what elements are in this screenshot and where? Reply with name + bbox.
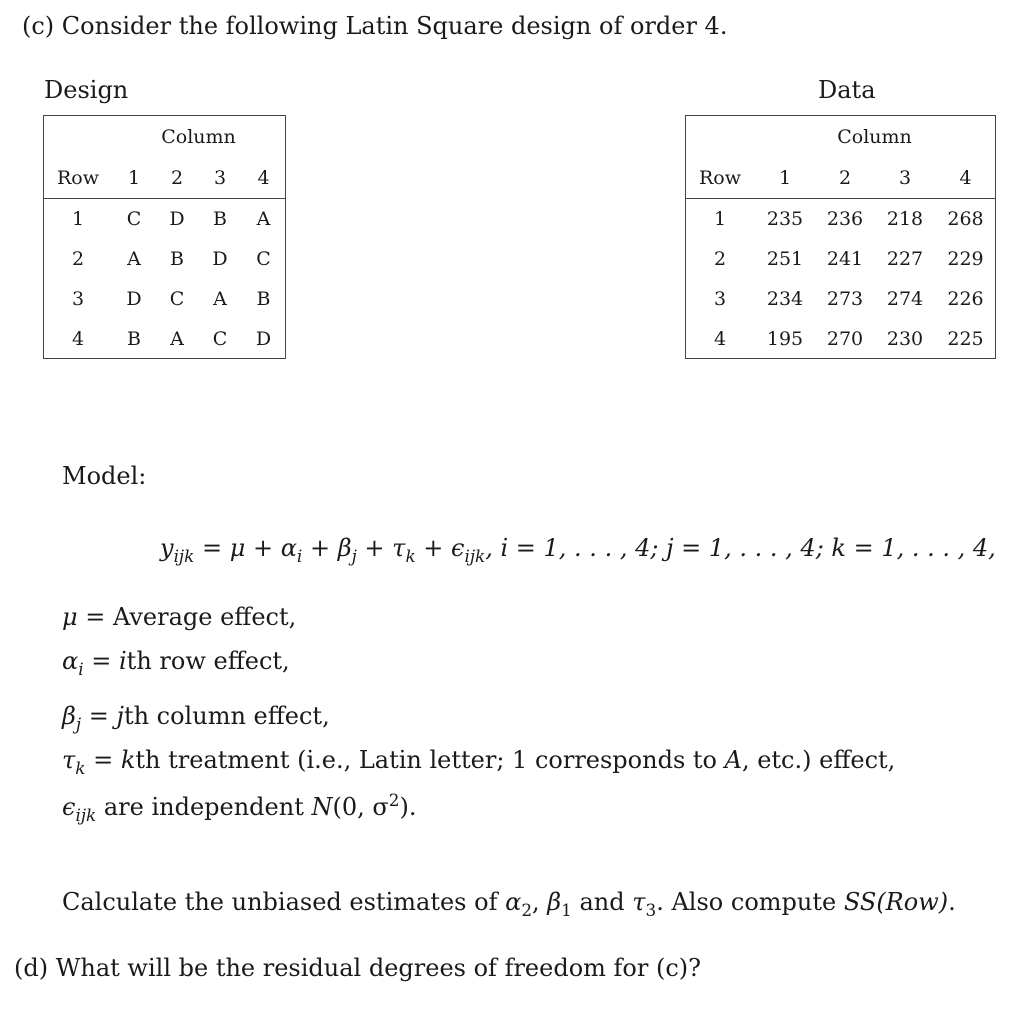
design-cell: D [126,288,142,310]
data-col-number: 4 [936,158,995,199]
data-cell: 229 [947,248,984,270]
data-cell: 236 [826,208,864,230]
def-tau: $\tau_k$ = kth treatment (i.e., Latin letter; 1 corresponds to A, etc.) effect, [62,746,896,778]
def-eps-dist-end: ). [399,793,417,821]
data-row [686,199,995,240]
data-row [686,319,995,359]
question-d: (d) What will be the residual degrees of freedom for (c)? [14,954,701,982]
design-cell: B [213,208,227,230]
task-statement: Calculate the unbiased estimates of $\alpha_2$, $\beta_1$ and $\tau_3$. Also compute SS(Row). [62,888,956,920]
design-cell: B [170,248,184,270]
design-col-number: 2 [156,158,198,199]
data-cell: 195 [766,328,804,350]
design-row [44,279,285,319]
data-cell: 225 [947,328,984,350]
design-col-number: 4 [242,158,285,199]
def-tau-var: k [120,746,136,774]
design-cell: A [256,208,271,230]
eq-mu: μ [229,534,246,562]
data-cell: 274 [886,288,924,310]
design-row [44,239,285,279]
task-beta: β [547,888,562,916]
def-mu-text: Average effect, [113,603,297,631]
design-cell: A [213,288,227,310]
design-cell: D [169,208,185,230]
eq-y-sub: ijk [173,545,195,566]
task-alpha-sub: 2 [521,899,532,920]
data-cell: 241 [826,248,864,270]
def-alpha: $\alpha_i$ = ith row effect, [62,647,290,679]
design-cell: D [212,248,228,270]
task-ss: SS [843,888,877,916]
eq-beta: β [337,534,352,562]
design-row-label: 1 [71,208,85,230]
def-eps-dist: N [311,793,333,821]
design-cell: C [212,328,228,350]
design-cell: D [255,328,272,350]
data-cell: 235 [766,208,804,230]
design-column-header: Column [161,126,236,148]
eq-tau: τ [392,534,406,562]
data-cell: 268 [947,208,984,230]
data-cell: 270 [826,328,864,350]
eq-beta-sub: j [351,545,357,566]
model-equation: $y_{ijk} = \mu + \alpha_i + \beta_j + \tau_k + \epsilon_{ijk}$, i = 1, . . . , 4; j = 1, . . . , 4; k = 1, . . . , 4, [160,534,996,566]
def-alpha-symbol: α [62,647,79,675]
def-eps-symbol: ϵ [62,793,76,821]
design-cell: A [127,248,141,270]
def-alpha-text: th row effect, [126,647,290,675]
data-cell: 234 [766,288,804,310]
data-col-number: 3 [874,158,936,199]
data-cell: 218 [886,208,924,230]
data-row [686,239,995,279]
data-cell: 227 [886,248,924,270]
task-alpha: α [505,888,522,916]
design-cell: C [169,288,185,310]
def-tau-letter: A [724,746,742,774]
def-beta-text: th column effect, [123,702,330,730]
def-eps-sub: ijk [75,804,97,825]
design-cell: A [170,328,184,350]
task-beta-sub: 1 [561,899,572,920]
task-tau-sub: 3 [645,899,657,920]
eq-alpha-sub: i [296,545,303,566]
def-eps-text: are independent [103,793,304,821]
design-row-label: 3 [71,288,85,310]
eq-ranges: , i = 1, . . . , 4; j = 1, . . . , 4; k = 1, . . . , 4, [485,534,996,562]
def-alpha-var: i [118,647,127,675]
design-row [44,319,285,359]
design-row-label: 2 [71,248,85,270]
data-row [686,279,995,319]
design-cell: C [256,248,271,270]
data-cell: 230 [886,328,924,350]
def-eps-dist-sup: 2 [388,790,400,810]
data-table [685,115,996,359]
def-alpha-sub: i [78,658,84,679]
data-cell: 226 [947,288,984,310]
def-mu-symbol: μ [62,603,78,631]
task-text-1: Calculate the unbiased estimates of [62,888,498,916]
task-tau: τ [632,888,646,916]
design-col-number: 1 [112,158,156,199]
data-row-label: 3 [713,288,727,310]
def-eps-dist-args: (0, σ [332,793,389,821]
def-tau-text-1: th treatment (i.e., Latin letter; 1 corresponds to [135,746,725,774]
data-cell: 273 [826,288,864,310]
data-col-number: 1 [754,158,816,199]
design-cell: C [126,208,142,230]
def-tau-text-2: , etc.) effect, [741,746,896,774]
data-row-header: Row [686,158,754,199]
task-end: . [948,888,956,916]
data-column-header: Column [837,126,912,148]
data-title: Data [818,76,876,104]
design-table [43,115,286,359]
def-eps [62,790,416,825]
eq-eps-sub: ijk [464,545,486,566]
design-row [44,199,285,240]
def-tau-symbol: τ [62,746,76,774]
task-and: and [579,888,625,916]
design-cell: B [256,288,271,310]
eq-eps: ϵ [451,534,465,562]
design-title: Design [44,76,129,104]
data-row-label: 2 [713,248,727,270]
data-col-number: 2 [816,158,874,199]
eq-tau-sub: k [405,545,416,566]
task-text-2: . Also compute [656,888,837,916]
model-label: Model: [62,462,147,490]
def-beta-symbol: β [62,702,76,730]
design-row-header: Row [44,158,112,199]
data-row-label: 4 [713,328,727,350]
def-beta-var: j [116,702,124,730]
design-col-number: 3 [198,158,242,199]
data-cell: 251 [766,248,804,270]
eq-y: y [160,534,174,562]
design-cell: B [127,328,141,350]
design-row-label: 4 [71,328,85,350]
def-tau-sub: k [75,757,86,778]
task-ss-arg: (Row) [876,888,949,916]
def-mu: μ = Average effect, [62,603,297,631]
question-c-intro: (c) Consider the following Latin Square design of order 4. [22,12,728,40]
def-beta-sub: j [75,713,82,734]
data-row-label: 1 [713,208,727,230]
eq-alpha: α [280,534,297,562]
def-beta: $\beta_j$ = jth column effect, [62,702,330,734]
